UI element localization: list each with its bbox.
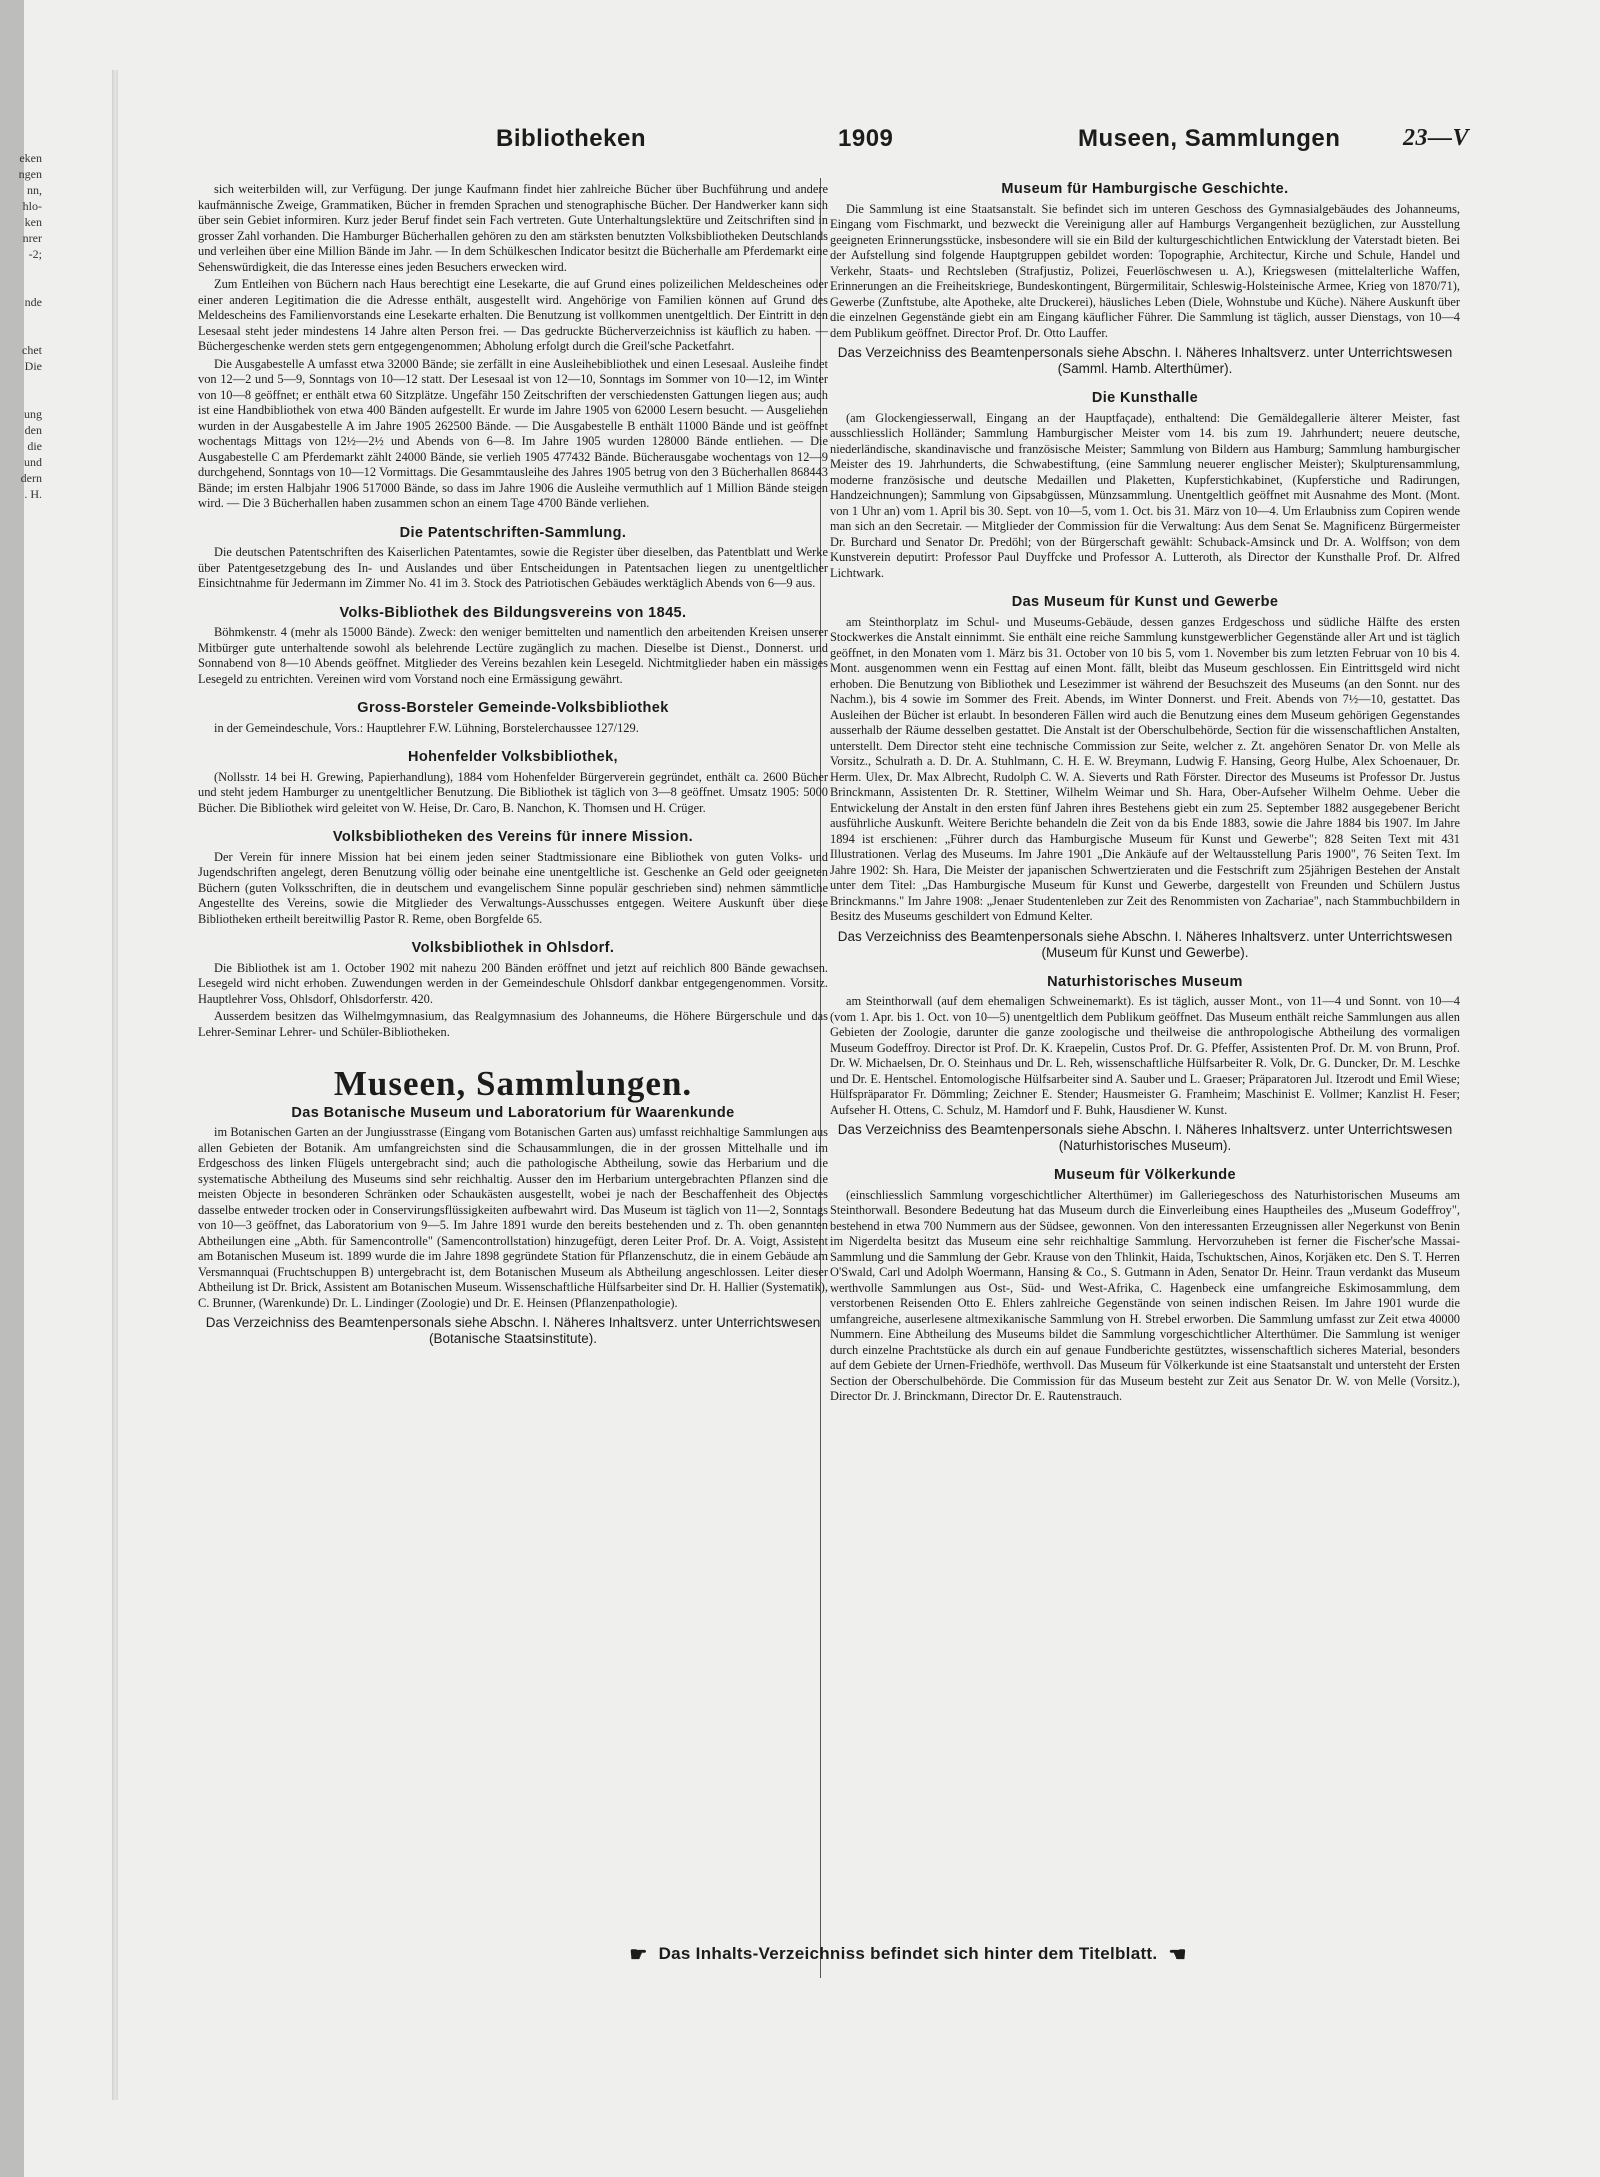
- section-paragraph: am Steinthorplatz im Schul- und Museums-Gebäude, dessen ganzes Erdgeschoss und südliche Hälfte des ersten Stockwerkes die Anstalt einnimmt. Sie enthält eine reiche Sammlung kunstgewerblicher Gegenstände aller Art und ist täglich geöffnet, in den Monaten vom 1. März bis 31. October von 10 bis 5, vom 1. November bis zum letzten Februar von 10 bis 4. Mont. ausgenommen wenn ein Festtag auf einen Mont. fällt, bleibt das Museum geschlossen. Ein Eintrittsgeld wird nicht erhoben. Die Benutzung von Bibliothek und Lesezimmer ist während der Besuchszeit des Museums (an den Sonnt. nur des Nachm.), bis 4 sowie im Sommer des Freit. Abends, im Winter Donnerst. und Freit. Abends von 7½—10, gestattet. Das Ausleihen der Bücher ist erlaubt. In besonderen Fällen wird auch die Benutzung eines dem Museum gehörigen Gegenstandes ausserhalb der Räume desselben gestattet. Die Anstalt ist der Oberschulbehörde, Section für die wissenschaftlichen Anstalten, unterstellt. Dem Director steht eine technische Commission zur Seite, welcher z. Zt. angehören Senator Dr. von Melle als Vorsitz., Schulrath a. D. Dr. A. Stuhlmann, C. H. E. W. Breymann, Ludwig F. Hansing, Georg Hulbe, Alex Schoenauer, Dr. Herm. Ulex, Dr. Max Albrecht, Rudolph C. W. A. Sieverts und Rath Förster. Director des Museums ist Professor Dr. Justus Brinckmann, Assistenten Dr. R. Stettiner, Wilhelm Weimar und Sh. Hara, Ober-Aufseher Wilhelm Oehme. Ueber die Entwickelung der Anstalt in den ersten fünf Jahren ihres Bestehens giebt ein zum 25. September 1882 ausgegebener Bericht ausführliche Auskunft. Weitere Berichte behandeln die Zeit von da bis Ende 1883, sowie die Jahre 1884 bis 1907. Im Jahre 1894 ist erschienen: „Führer durch das Hamburgische Museum für Kunst und Gewerbe"; 828 Seiten Text mit 431 Illustrationen. Verlag des Museums. Im Jahre 1901 „Die Ankäufe auf der Weltausstellung Paris 1900", 76 Seiten Text. Im Jahre 1902: Sh. Hara, Die Meister der japanischen Schwertzieraten und die Festschrift zum 25jährigen Bestehen der Anstalt unter dem Titel: „Das Hamburgische Museum für Kunst und Gewerbe, dargestellt von Freunden und Schülern Justus Brinckmanns." Im Jahre 1908: „Jenaer Studentenleben zur Zeit des Renommisten von Zachariae", nach Stammbuchbildern in Besitz des Museums geschildert von Edmund Kelter.: [830, 614, 1460, 923]
- intro-paragraph: Zum Entleihen von Büchern nach Haus berechtigt eine Lesekarte, die auf Grund eines polizeilichen Meldescheines oder einer anderen Legitimation die die Adresse enthält, ausgestellt wird. Angehörige von Familien können auf Grund des Meldescheins des Familienvorstands eine Lesekarte erhalten. Die Benutzung ist vollkommen unentgeltlich. Der Eintritt in den Lesesaal steht jeder mindestens 14 Jahre alten Person frei. — Das gedruckte Bücherverzeichniss ist käuflich zu haben. — Büchergeschenke werden stets gern entgegengenommen; Abholung erfolgt durch die Greil'sche Packetfahrt.: [198, 277, 828, 353]
- section-paragraph: (einschliesslich Sammlung vorgeschichtlicher Alterthümer) im Galleriegeschoss des Naturhistorischen Museums am Steinthorwall. Besondere Bedeutung hat das Museum durch die Einverleibung eines Hauptheiles des „Museum Godeffroy", bestehend in etwa 700 Nummern aus der Südsee, gewonnen. Von den interessanten Erzeugnissen aller Negerkunst von Benin im Nigerdelta besitzt das Museum eine sehr reichhaltige Sammlung. Hervorzuheben ist ferner die Fischer'sche Massai-Sammlung und die Sammlung der Gebr. Krause von den Thlinkit, Haida, Tschuktschen, Ainos, Korjäken etc. Den S. T. Herren O'Swald, Carl und Adolph Woermann, Hansing & Co., S. Gutmann in Aden, Senator Dr. Heinr. Traun verdankt das Museum werthvolle Sammlungen aus Ost-, Süd- und West-Afrika, C. Hagenbeck eine umfangreiche Eskimosammlung, dem verstorbenen Reisenden Otto E. Ehlers zahlreiche Gegenstände von seinen indischen Reisen. Im Jahre 1901 wurde die umfangreiche, auserlesene altmexikanische Sammlung von H. Strebel erworben. Die Sammlung umfasst zur Zeit etwa 40000 Nummern. Eine Abtheilung des Museums bildet die Sammlung vorgeschichtlicher Alterthümer. Die Sammlung ist weniger durch einzelne Prachtstücke als durch ein auf genaue Fundberichte gestütztes, wissenschaftlich sicheres Material, besonders auf dem Gebiete der Urnen-Friedhöfe, werthvoll. Das Museum für Völkerkunde ist eine Staatsanstalt und untersteht der Ersten Section der Oberschulbehörde. Die Commission für das Museum besteht zur Zeit aus Senator Dr. W. von Melle (Vorsitz.), Director Dr. J. Brinckmann, Director Dr. E. Rautenstrauch.: [830, 1187, 1460, 1403]
- margin-fragment: chet: [22, 343, 42, 357]
- header-section-left: Bibliotheken: [496, 125, 647, 152]
- pointing-hand-left-icon: ☚: [1168, 1944, 1187, 1966]
- running-header: [178, 125, 1568, 159]
- adjacent-page-margin-text: [0, 150, 42, 502]
- margin-fragment: den: [24, 423, 42, 437]
- section-heading-natural-history: Naturhistorisches Museum: [1047, 973, 1243, 990]
- intro-paragraph: Die Ausgabestelle A umfasst etwa 32000 Bände; sie zerfällt in eine Ausleihebibliothek und einen Lesesaal. Ausleihe findet von 12—2 und 5—9, Sonntags von 10—12 statt. Der Lesesaal ist von 12—10, Sonntags im Sommer von 10—12, im Winter von 10—8 geöffnet; er enthält etwa 60 Sitzplätze. Ungefähr 150 Zeitschriften der verschiedensten Gattungen liegen aus; auch ist eine Handbibliothek von etwa 400 Bänden aufgestellt. Er wurde im Jahre 1905 von 62000 Lesern besucht. — Ausgeliehen wurden in der Ausgabestelle A im Jahre 1905 262500 Bände. — Die Ausgabestelle B enthält 11000 Bände und ist geöffnet wochentags Mittags von 12½—2½ und Abends von 6—8. Im Jahre 1905 wurden 128000 Bände entliehen. — Die Ausgabestelle C am Pferdemarkt zählt 24000 Bände, sie verlieh 1905 477432 Bände. Bücherausgabe wochentags von 12—9 durchgehend, Sonntags von 10—12 Vormittags. Die Gesammtausleihe des Jahres 1905 betrug von den 3 Bücherhallen 868443 Bände; im ersten Halbjahr 1906 517000 Bände, so dass im Jahre 1906 die Ausleihe vermuthlich auf 1 Million Bände steigen wird. — Die 3 Bücherhallen haben zusammen schon an einem Tage 4700 Bände verliehen.: [198, 356, 828, 510]
- margin-fragment: dern: [20, 471, 42, 485]
- margin-fragment: und: [24, 455, 42, 469]
- section-paragraph: Die Sammlung ist eine Staatsanstalt. Sie befindet sich im unteren Geschoss des Gymnasialgebäudes des Johanneums, Eingang vom Fischmarkt, und bezweckt die Vereinigung aller auf Hamburgs Vergangenheit bezüglichen, zur Ausstellung geeigneten Erinnerungsstücke, insbesondere will sie ein Bild der kulturgeschichtlichen Entwicklung der Vaterstadt bieten. Bei der Aufstellung sind folgende Hauptgruppen gebildet worden: Topographie, Architectur, Kirche und Schule, Handel und Verkehr, Staats- und Rechtsleben (Strafjustiz, Polizei, Feuerlöschwesen u. A.), Kriegswesen (mittelalterliche Waffen, Erinnerungen an die Freiheitskriege, Bundeskontingent, Bürgermilitair, Schleswig-Holsteinische Armee, Krieg von 1870/71), Gewerbe (Zunftstube, alte Apotheke, alte Druckerei), häusliches Leben (Diele, Wohnstube und Küche). Nähere Auskunft über die einzelnen Gegenstände giebt ein am Eingang käuflicher Führer. Die Sammlung ist täglich, ausser Dienstags, von 10—4 dem Publikum geöffnet. Director Prof. Dr. Otto Lauffer.: [830, 201, 1460, 340]
- section-paragraph: am Steinthorwall (auf dem ehemaligen Schweinemarkt). Es ist täglich, ausser Mont., von 11—4 und Sonnt. von 10—4 (vom 1. Apr. bis 1. Oct. von 10—5) unentgeltlich dem Publikum geöffnet. Das Museum enthält reiche Sammlungen aus allen Gebieten der Zoologie, darunter die ganze zoologische und theilweise die anthropologische Abtheilung des vormaligen Museum Godeffroy. Director ist Prof. Dr. K. Kraepelin, Custos Prof. Dr. G. Pfeffer, Assistenten Prof. Dr. M. von Brunn, Prof. Dr. W. Michaelsen, Dr. O. Steinhaus und Dr. L. Reh, wissenschaftliche Hülfsarbeiter R. Volk, Dr. G. Duncker, Dr. M. Leschke und Dr. E. Hentschel. Entomologische Hülfsarbeiter sind A. Sauber und L. Graeser; Präparatoren Jul. Itzerodt und Emil Wiese; Hülfspräparator Fr. Dömmling; Zeichner E. Stender; Hausmeister G. Framheim; Maschinist E. Vollmer; Kanzlist H. Feser; Aufseher H. Ottens, C. Schulz, M. Hamdorf und F. Buhk, Hausdiener W. Kunst.: [830, 994, 1460, 1117]
- margin-fragment: [0, 310, 42, 326]
- margin-fragment: ung: [24, 407, 42, 421]
- document-page: [118, 0, 1600, 2177]
- section-heading-gross-borstel: Gross-Borsteler Gemeinde-Volksbibliothek: [357, 700, 669, 716]
- margin-fragment: -2;: [28, 247, 42, 261]
- personnel-note: Das Verzeichniss des Beamtenpersonals siehe Abschn. I. Näheres Inhaltsverz. unter Unterrichtswesen (Museum für Kunst und Gewerbe).: [837, 928, 1453, 960]
- margin-fragment: ngen: [18, 167, 42, 181]
- section-heading-bildungsverein: Volks-Bibliothek des Bildungsvereins von 1845.: [339, 604, 687, 621]
- section-paragraph: in der Gemeindeschule, Vors.: Hauptlehrer F.W. Lühning, Borstelerchaussee 127/129.: [214, 720, 639, 735]
- margin-fragment: [0, 326, 42, 342]
- margin-fragment: . H.: [24, 487, 42, 501]
- footer-text: Das Inhalts-Verzeichniss befindet sich hinter dem Titelblatt.: [658, 1943, 1158, 1963]
- personnel-note: Das Verzeichniss des Beamtenpersonals siehe Abschn. I. Näheres Inhaltsverz. unter Unterrichtswesen (Samml. Hamb. Alterthümer).: [837, 345, 1453, 376]
- margin-fragment: [0, 374, 42, 390]
- margin-fragment: ken: [24, 215, 42, 229]
- right-column: [830, 182, 1460, 1982]
- section-heading-patent: Die Patentschriften-Sammlung.: [399, 524, 627, 541]
- personnel-note: Das Verzeichniss des Beamtenpersonals siehe Abschn. I. Näheres Inhaltsverz. unter Unterrichtswesen (Botanische Staatsinstitute).: [205, 1315, 821, 1346]
- section-paragraph: Der Verein für innere Mission hat bei einem jeden seiner Stadtmissionare eine Bibliothek von guten Volks- und Jugendschriften angelegt, deren Benutzung völlig oder beinahe eine unentgeltliche ist. Geschenke an Geld oder geeigneten Büchern (guten Volksschriften, die in deutschem und evangelischem Sinne populär geschrieben sind) nehmen sämmtliche Angestellte des Vereins, sowie die Mitglieder des Verwaltungs-Ausschusses entgegen. Weitere Auskunft über diese Bibliotheken ertheilt bereitwillig Pastor R. Reme, oben Borgfelde 65.: [198, 849, 828, 926]
- section-paragraph: im Botanischen Garten an der Jungiusstrasse (Eingang vom Botanischen Garten aus) umfasst reichhaltige Sammlungen aus allen Gebieten der Botanik. Am umfangreichsten sind die Schausammlungen, die in der grossen Mittelhalle und im Erdgeschoss des linken Flügels untergebracht sind; auch die pathologische Abtheilung, sowie das Herbarium und die systematische Abtheilung des Museums sind sehr reichhaltig. Ausser den im Herbarium untergebrachten Pflanzen sind die meisten Objecte in besonderen Schränken oder Schaukästen ausgestellt, wobei je nach der Beschaffenheit des Objectes dasselbe entweder trocken oder in Conservirungsflüssigkeiten aufbewahrt wird. Das Museum ist täglich von 11—2, Sonntags von 10—3 geöffnet, das Laboratorium von 9—5. Im Jahre 1891 wurde den bereits bestehenden und z. Th. oben genannten Abtheilungen eine „Abth. für Samencontrolle" (Samencontrollstation) hinzugefügt, deren Leiter Prof. Dr. A. Voigt, Assistent am Botanischen Museum ist. 1899 wurde die im Jahre 1898 gegründete Station für Pflanzenschutz, die in einem Gebäude am Versmannquai (Fruchtschuppen B) untergebracht ist, dem Botanischen Museum als Abtheilung angeschlossen. Leiter dieser Abtheilung ist Dr. Brick, Assistent am Botanischen Museum. Wissenschaftliche Hülfsarbeiter sind Dr. H. Hallier (Systematik), C. Brunner, (Warenkunde) Dr. L. Lindinger (Zoologie) und Dr. E. Heinsen (Pflanzenpathologie).: [198, 1125, 828, 1310]
- museums-chapter-title: Museen, Sammlungen.: [333, 1064, 693, 1103]
- section-paragraph: (Nollsstr. 14 bei H. Grewing, Papierhandlung), 1884 vom Hohenfelder Bürgerverein gegründet, enthält ca. 2600 Bücher und steht jedem Hamburger zu unentgeltlicher Benutzung. Die Bibliothek ist täglich von 3—8 geöffnet. Umsatz 1905: 5000 Bücher. Die Bibliothek wird geleitet von W. Heise, Dr. Caro, B. Nanchon, K. Thomsen und H. Crüger.: [198, 769, 828, 815]
- margin-fragment: nrer: [22, 231, 42, 245]
- margin-fragment: nn,: [27, 183, 42, 197]
- section-paragraph: Böhmkenstr. 4 (mehr als 15000 Bände). Zweck: den weniger bemittelten und namentlich den arbeitenden Kreisen unserer Mitbürger gute unterhaltende sowohl als belehrende Lectüre zugänglich zu machen. Dieselbe ist Dienst., Donnerst. und Sonnabend von 8—10 Abends geöffnet. Mitglieder des Vereins bezahlen kein Lesegeld. Nichtmitglieder haben ein mässiges Lesegeld zu entrichten. Vereinen wird vom Vorstand noch eine Ermässigung gewährt.: [198, 625, 828, 686]
- margin-fragment: hlo-: [22, 199, 42, 213]
- page-number: 23—V: [1403, 125, 1470, 151]
- header-year: 1909: [838, 125, 894, 152]
- section-heading-hamburg-history: Museum für Hamburgische Geschichte.: [1001, 181, 1289, 197]
- margin-fragment: [0, 262, 42, 278]
- section-heading-innere-mission: Volksbibliotheken des Vereins für innere Mission.: [332, 829, 694, 845]
- section-heading-ohlsdorf: Volksbibliothek in Ohlsdorf.: [411, 940, 615, 956]
- margin-fragment: die: [27, 439, 42, 453]
- left-column: [198, 182, 828, 1912]
- section-heading-voelkerkunde: Museum für Völkerkunde: [1053, 1167, 1237, 1183]
- header-section-right: Museen, Sammlungen: [1078, 125, 1341, 152]
- personnel-note: Das Verzeichniss des Beamtenpersonals siehe Abschn. I. Näheres Inhaltsverz. unter Unterrichtswesen (Naturhistorisches Museum).: [837, 1122, 1453, 1153]
- footer-notice: [418, 1942, 1398, 1967]
- pointing-hand-right-icon: ☛: [629, 1944, 648, 1966]
- section-paragraph: (am Glockengiesserwall, Eingang an der Hauptfaçade), enthaltend: Die Gemäldegallerie älterer Meister, fast ausschliesslich Holländer; Sammlung Hamburgischer Meister vom 14. bis zum 19. Jahrhundert; neuere deutsche, niederländische, skandinavische und französische Meister; Sammlung von Bildern aus Hamburg; Sammlung hamburgischer Meister des 19. Jahrhunderts, die Schwabestiftung, (eine Sammlung neuerer englischer Meister); Skulpturensammlung, moderne französische und deutsche Medaillen und Plaketten, Kupferstichkabinet, (Kupferstiche und Radirungen, Handzeichnungen); Sammlung von Gipsabgüssen, Münzsammlung. Unentgeltlich geöffnet mit Ausnahme des Mont. (Mont. von 1 Uhr an) vom 1. April bis 30. Sept. von 10—5, vom 1. Oct. bis 31. März von 10—4. Um Erlaubniss zum Copiren wende man sich an den Secretair. — Mitglieder der Commission für die Verwaltung: Aus dem Senat Se. Magnificenz Bürgermeister Dr. Burchard und Senator Dr. Predöhl; von der Bürgerschaft gewählt: Schuback-Amsinck und Dr. A. Wolffson; von dem Kunstverein deputirt: Professor Paul Duyffcke und Professor A. Lutteroth, als Director der Kunsthalle Prof. Dr. Alfred Lichtwark.: [830, 410, 1460, 580]
- section-paragraph: Die deutschen Patentschriften des Kaiserlichen Patentamtes, sowie die Register über dieselben, das Patentblatt und Werke über Patentgesetzgebung des In- und Auslandes und über Entscheidungen in Patentsachen liegen zu unentgeltlicher Einsichtnahme für Jedermann im Zimmer No. 41 im 3. Stock des Patriotischen Gebäudes werktäglich Abends von 6—9 aus.: [198, 545, 828, 590]
- section-heading-hohenfelde: Hohenfelder Volksbibliothek,: [408, 749, 618, 765]
- section-paragraph: Ausserdem besitzen das Wilhelmgymnasium, das Realgymnasium des Johanneums, die Höhere Bürgerschule und das Lehrer-Seminar Lehrer- und Schüler-Bibliotheken.: [198, 1009, 828, 1039]
- section-paragraph: Die Bibliothek ist am 1. October 1902 mit nahezu 200 Bänden eröffnet und jetzt auf reichlich 800 Bände gewachsen. Lesegeld wird nicht erhoben. Zuwendungen werden in der Gemeindeschule Ohlsdorf dankbar entgegengenommen. Vorsitz. Hauptlehrer Voss, Ohlsdorf, Ohlsdorferstr. 420.: [198, 960, 828, 1006]
- intro-paragraph: sich weiterbilden will, zur Verfügung. Der junge Kaufmann findet hier zahlreiche Bücher über Buchführung und andere kaufmännische Zweige, Grammatiken, Bücher in fremden Sprachen und stenographische Bücher. Der Handwerker kann sich über sein Gebiet informiren. Kurz jeder Beruf findet sein Fach vertreten. Gute Unterhaltungslektüre und Zeitschriften sind in grosser Zahl vorhanden. Die Hamburger Bücherhallen gehören zu den am stärksten benutzten Volksbibliotheken Deutschlands und verleihen über eine Million Bände im Jahr. — In dem Schülkeschen Indicator besitzt die Bücherhalle am Pferdemarkt eine Sehenswürdigkeit, die das Interesse eines jeden Besuchers erwecken wird.: [198, 182, 828, 274]
- margin-fragment: [0, 278, 42, 294]
- margin-fragment: Die: [24, 359, 42, 373]
- margin-fragment: [0, 390, 42, 406]
- section-heading-botanical: Das Botanische Museum und Laboratorium für Waarenkunde: [291, 1104, 735, 1121]
- margin-fragment: eken: [19, 151, 42, 165]
- margin-fragment: nde: [24, 295, 42, 309]
- section-heading-kunsthalle: Die Kunsthalle: [1091, 390, 1199, 406]
- section-heading-kunst-gewerbe: Das Museum für Kunst und Gewerbe: [1011, 594, 1279, 610]
